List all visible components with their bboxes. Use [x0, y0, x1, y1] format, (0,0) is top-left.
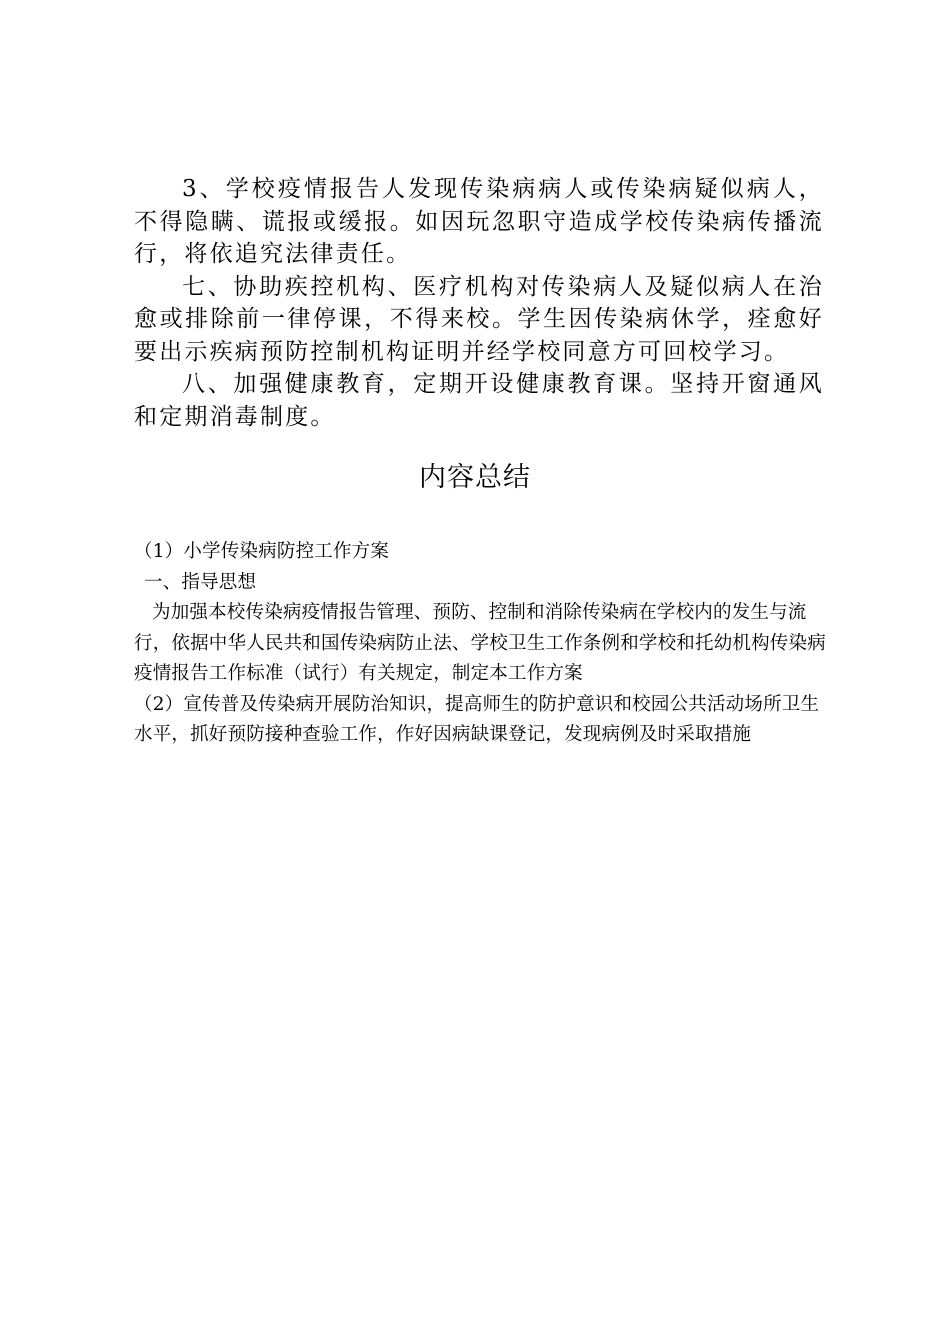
summary-item-2-paragraph: （2）宣传普及传染病开展防治知识，提高师生的防护意识和校园公共活动场所卫生水平，抓好预防接种查验工作，作好因病缺课登记，发现病例及时采取措施: [134, 693, 820, 745]
summary-item-1-label: （1）小学传染病防控工作方案: [134, 541, 390, 562]
summary-block: [134, 537, 828, 751]
body-paragraph-health-education: 八、加强健康教育，定期开设健康教育课。坚持开窗通风和定期消毒制度。: [134, 371, 824, 430]
summary-item-1-subheading: 一、指导思想: [144, 571, 257, 593]
body-paragraph-reporting: 3、学校疫情报告人发现传染病病人或传染病疑似病人，不得隐瞒、谎报或缓报。如因玩忽职守造成学校传染病传播流行，将依追究法律责任。: [134, 176, 824, 267]
summary-item-1-paragraph: 为加强本校传染病疫情报告管理、预防、控制和消除传染病在学校内的发生与流行，依据中华人民共和国传染病防止法、学校卫生工作条例和学校和托幼机构传染病疫情报告工作标准（试行）有关规定，制定本工作方案: [134, 602, 826, 684]
body-text-block: [134, 173, 824, 433]
summary-heading: 内容总结: [419, 462, 531, 493]
body-paragraph-suspension: 七、协助疾控机构、医疗机构对传染病人及疑似病人在治愈或排除前一律停课，不得来校。学生因传染病休学，痊愈好要出示疾病预防控制机构证明并经学校同意方可回校学习。: [134, 273, 824, 365]
